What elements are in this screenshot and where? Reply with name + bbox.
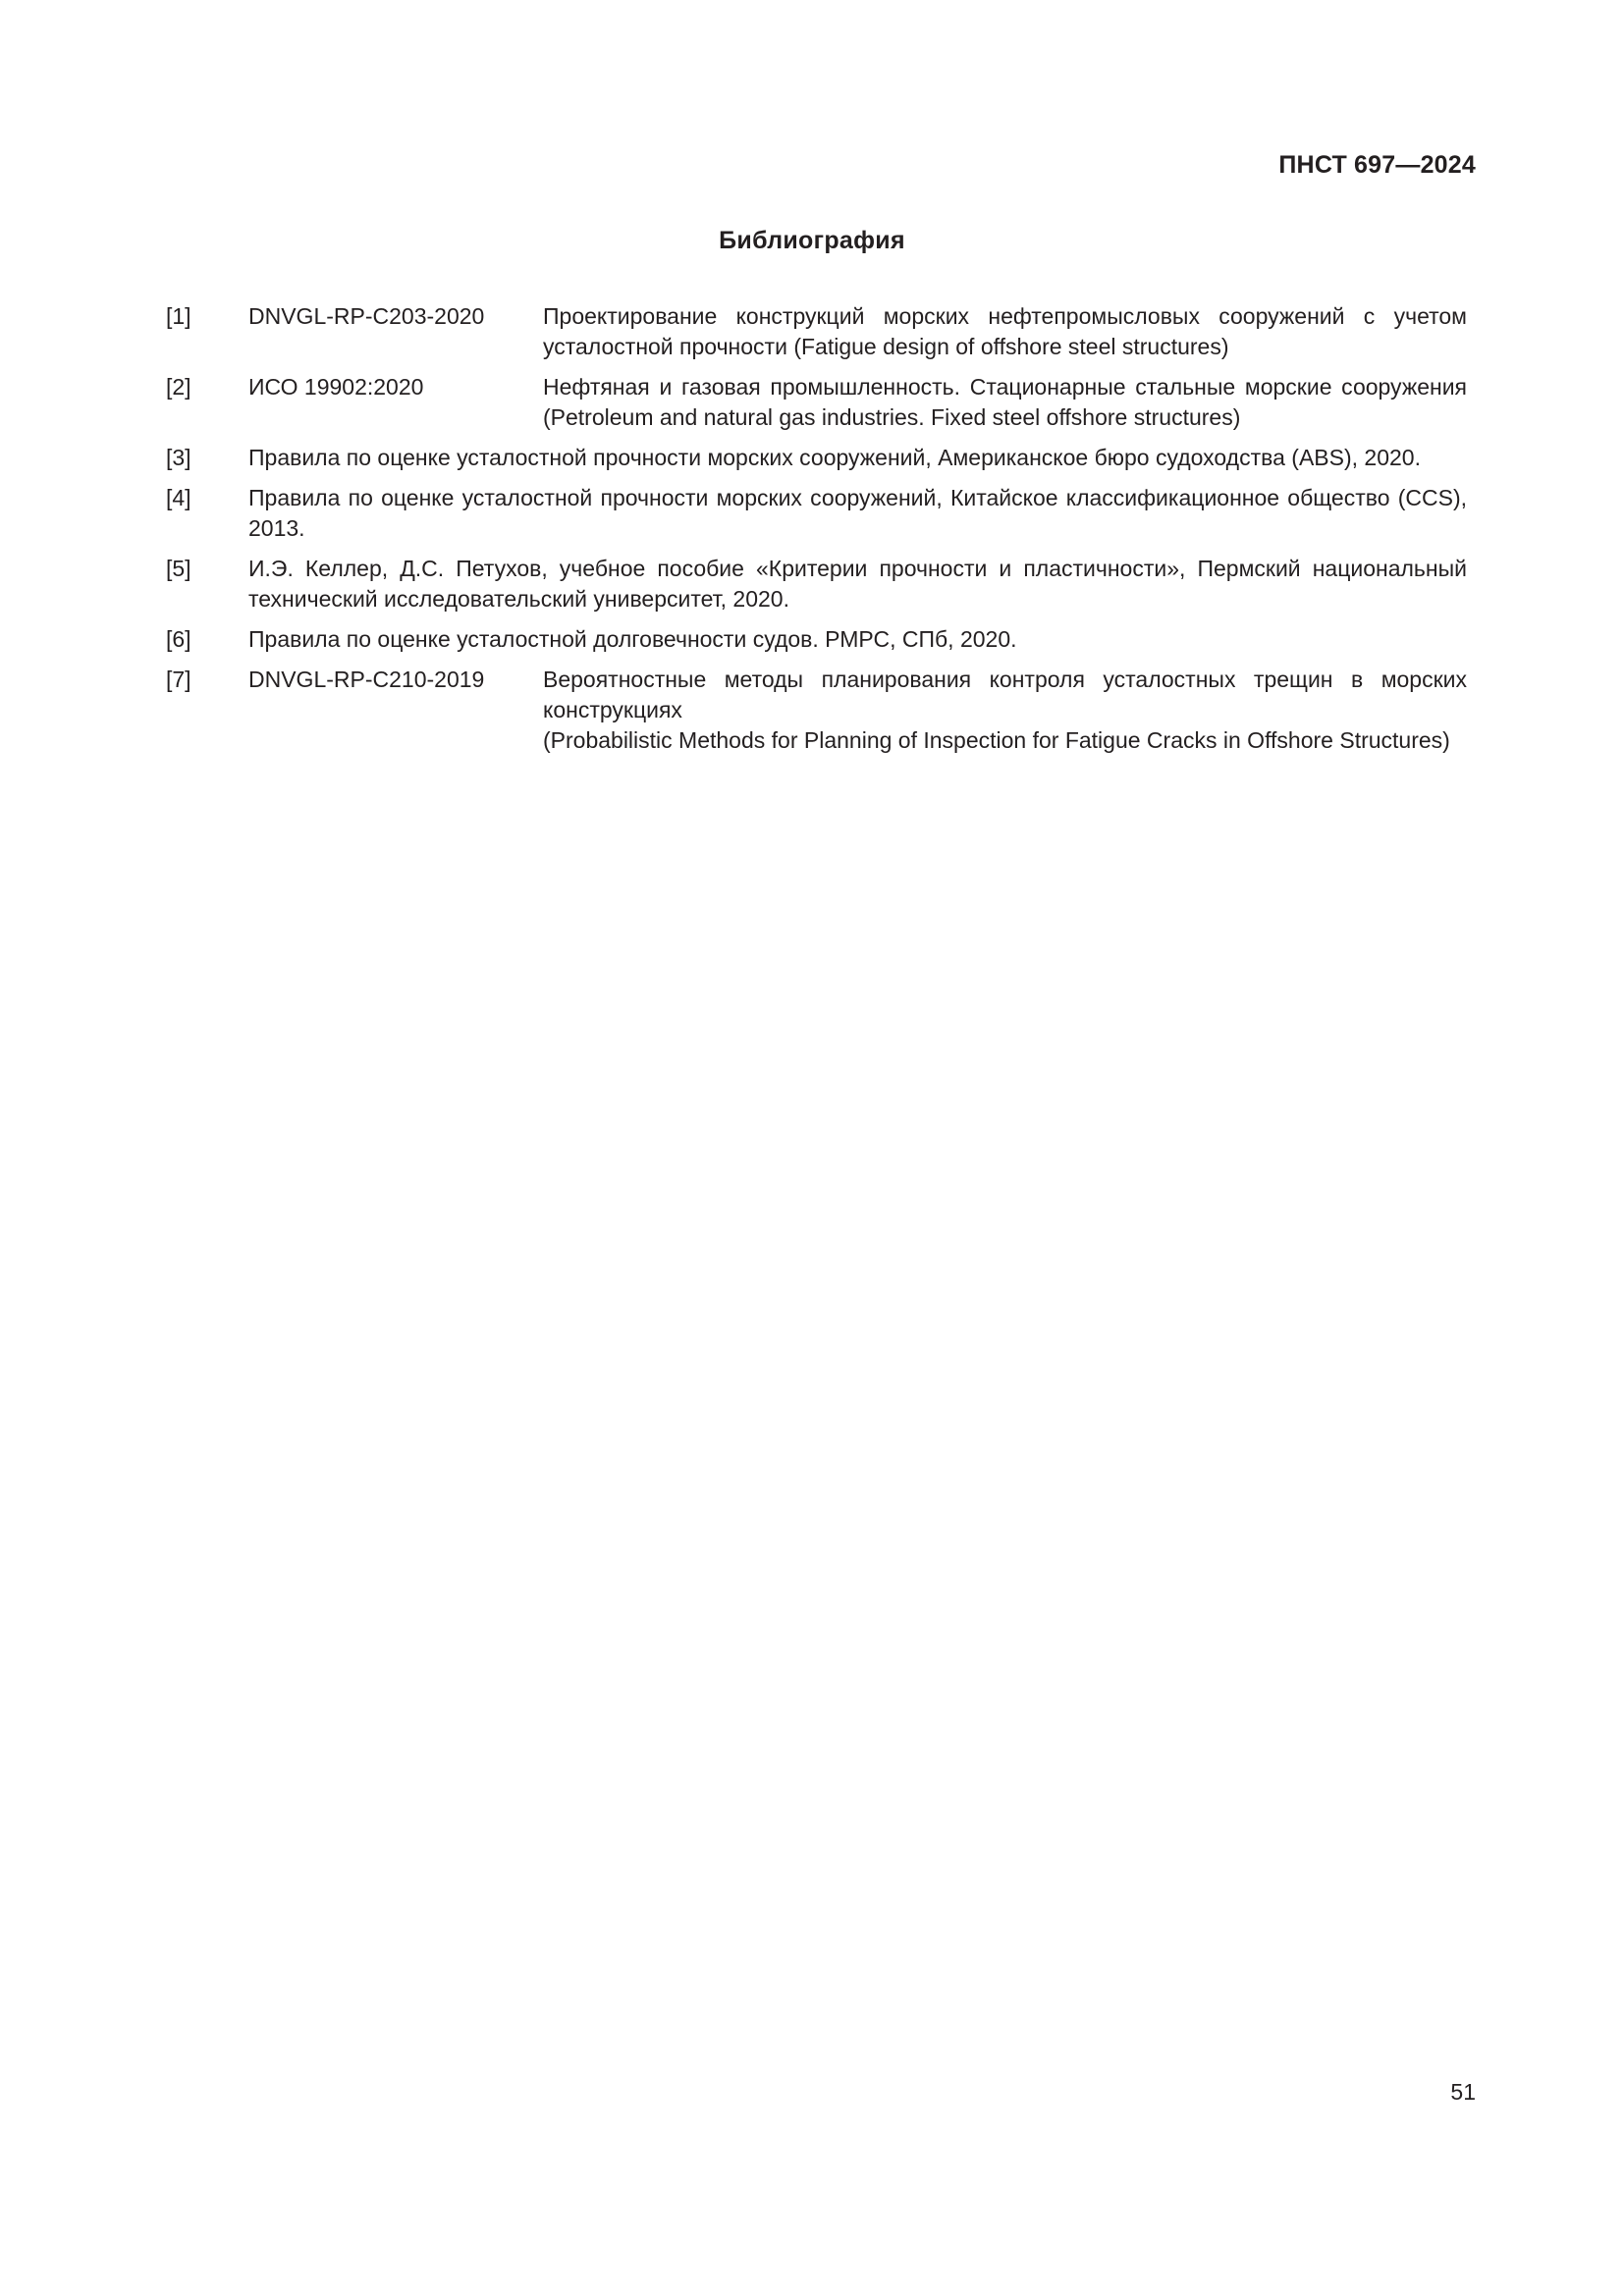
entry-description [248,554,1467,614]
bibliography-entry [166,372,1467,433]
entry-text: Правила по оценке усталостной долговечности судов. РМРС, СПб, 2020. [248,626,1017,652]
entry-number: [6] [166,626,191,652]
entry-text: Нефтяная и газовая промышленность. Стационарные стальные морские сооружения (Petroleum and natural gas industries. Fixed steel offshore structures) [543,374,1467,430]
entry-description [248,624,1467,655]
entry-description [543,372,1467,433]
entry-description [543,301,1467,362]
bibliography-entry [166,483,1467,544]
entry-number: [3] [166,445,191,470]
entry-number: [5] [166,556,191,581]
bibliography-list [166,301,1467,766]
entry-text: Правила по оценке усталостной прочности морских сооружений, Китайское классификационное общество (CCS), 2013. [248,485,1467,541]
entry-text: И.Э. Келлер, Д.С. Петухов, учебное пособие «Критерии прочности и пластичности», Пермский национальный технический исследовательский университет, 2020. [248,556,1467,612]
bibliography-entry [166,443,1467,473]
bibliography-entry [166,554,1467,614]
entry-number: [4] [166,485,191,510]
entry-code: DNVGL-RP-C203-2020 [248,303,485,329]
entry-description [248,443,1467,473]
entry-code: ИСО 19902:2020 [248,374,424,400]
entry-text-translation: (Probabilistic Methods for Planning of Inspection for Fatigue Cracks in Offshore Structures) [543,727,1450,753]
bibliography-entry [166,301,1467,362]
entry-text: Вероятностные методы планирования контроля усталостных трещин в морских конструкциях [543,667,1467,722]
entry-code: DNVGL-RP-C210-2019 [248,667,485,692]
bibliography-heading: Библиография [719,227,905,254]
entry-description [543,665,1467,756]
page-number: 51 [1450,2079,1476,2105]
entry-description [248,483,1467,544]
bibliography-entry [166,665,1467,756]
entry-number: [7] [166,667,191,692]
entry-number: [1] [166,303,191,329]
bibliography-entry [166,624,1467,655]
document-code: ПНСТ 697—2024 [1278,151,1476,179]
entry-text: Правила по оценке усталостной прочности морских сооружений, Американское бюро судоходства (ABS), 2020. [248,445,1421,470]
entry-number: [2] [166,374,191,400]
entry-text: Проектирование конструкций морских нефтепромысловых сооружений с учетом усталостной прочности (Fatigue design of offshore steel structures) [543,303,1467,359]
